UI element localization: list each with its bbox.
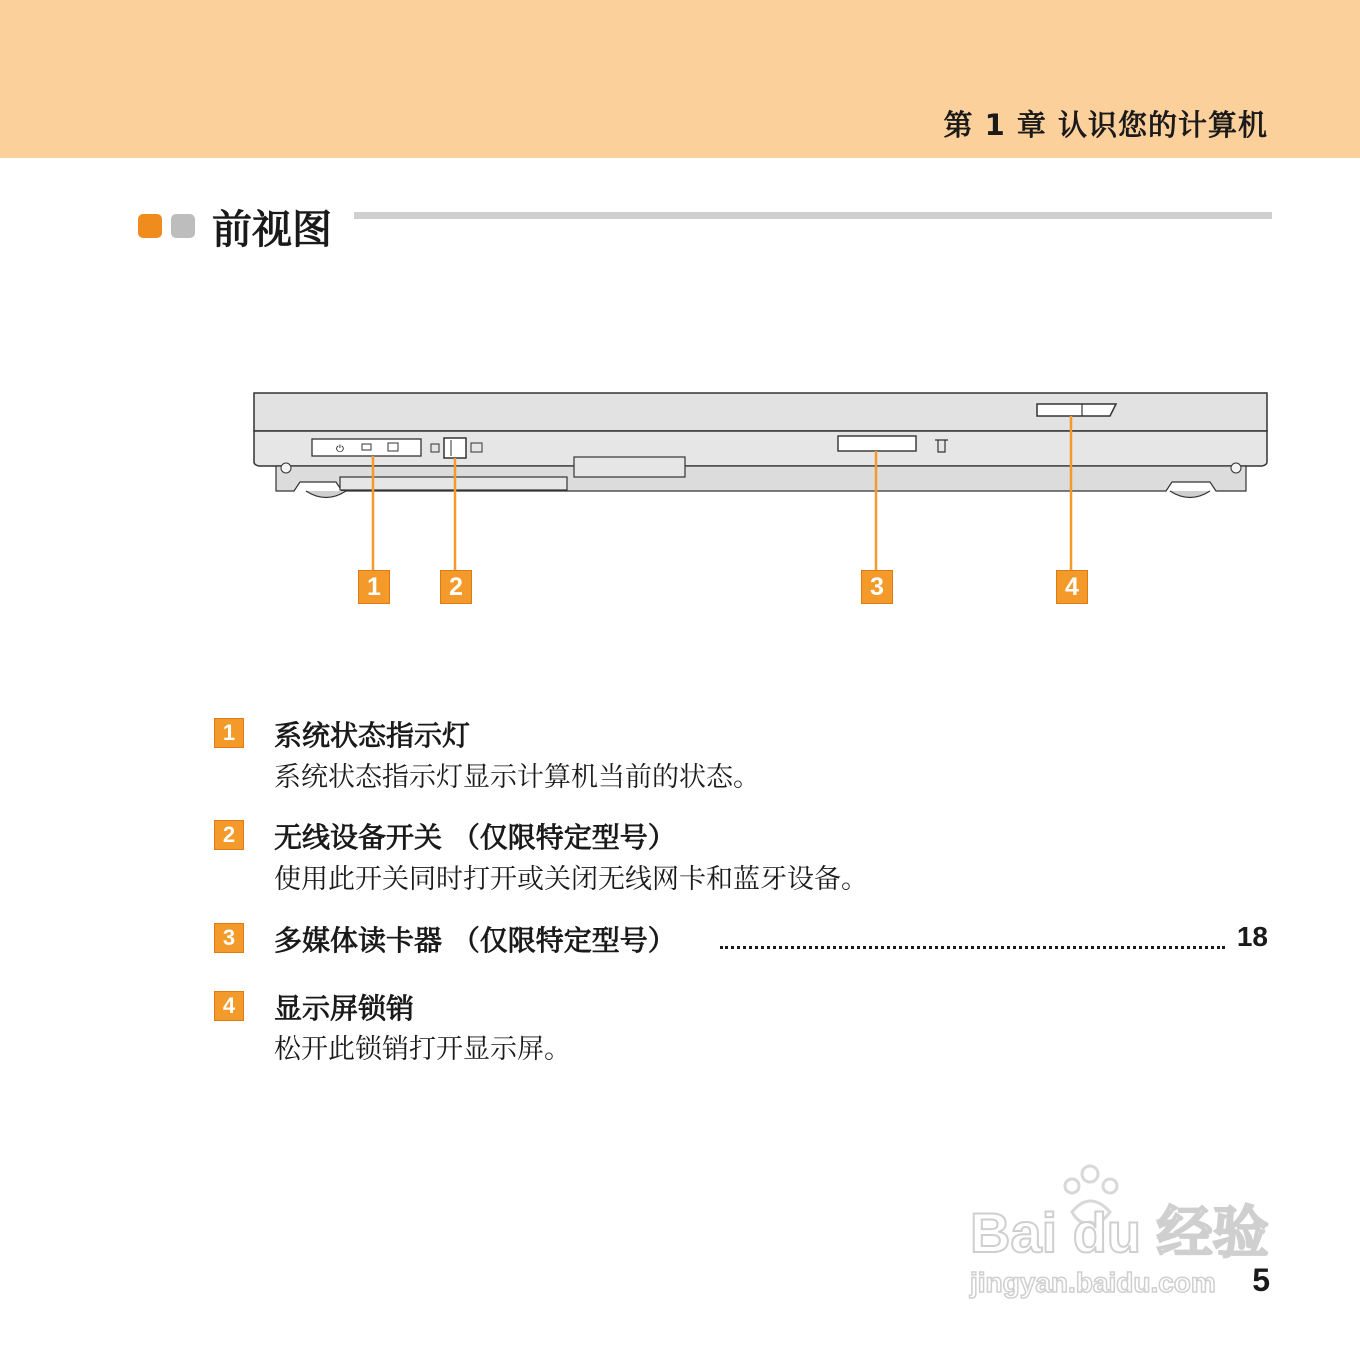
callout-2: 2 — [440, 570, 472, 604]
item-number: 3 — [214, 923, 244, 953]
item-number: 2 — [214, 820, 244, 850]
page-number: 5 — [1252, 1262, 1270, 1298]
chapter-title: 第 1 章 认识您的计算机 — [943, 108, 1268, 142]
item-number: 4 — [214, 991, 244, 1021]
callout-4: 4 — [1056, 570, 1088, 604]
callout-3: 3 — [861, 570, 893, 604]
dot-leader — [720, 934, 1225, 949]
orange-square-icon — [138, 214, 162, 238]
laptop-illustration — [0, 380, 1360, 620]
callout-1: 1 — [358, 570, 390, 604]
item-description: 系统状态指示灯显示计算机当前的状态。 — [274, 762, 760, 793]
laptop-foot-right — [1170, 491, 1210, 498]
status-indicator-panel — [312, 439, 421, 456]
gray-square-icon — [171, 214, 195, 238]
svg-text:⏻: ⏻ — [336, 444, 344, 455]
item-title: 多媒体读卡器 （仅限特定型号） — [274, 924, 676, 957]
item-description: 使用此开关同时打开或关闭无线网卡和蓝牙设备。 — [274, 864, 868, 895]
section-title: 前视图 — [212, 207, 332, 253]
laptop-foot-left — [306, 491, 346, 498]
item-title: 无线设备开关 （仅限特定型号） — [274, 821, 676, 854]
baidu-jingyan-watermark — [960, 1160, 1280, 1300]
item-title: 显示屏锁销 — [274, 992, 415, 1025]
section-rule — [354, 212, 1272, 219]
item-description: 松开此锁销打开显示屏。 — [274, 1034, 571, 1065]
laptop-front-diagram — [0, 380, 1360, 620]
page-reference-link[interactable]: 18 — [1236, 921, 1268, 952]
wireless-switch — [444, 438, 466, 458]
section-heading — [138, 198, 1278, 253]
laptop-lid — [254, 393, 1267, 431]
item-number: 1 — [214, 718, 244, 748]
item-title: 系统状态指示灯 — [274, 719, 471, 752]
watermark-url: jingyan.baidu.com — [970, 1267, 1216, 1298]
display-latch — [1037, 404, 1116, 416]
watermark-brand: Bai du 经验 — [970, 1201, 1269, 1264]
card-reader-slot — [838, 436, 916, 451]
